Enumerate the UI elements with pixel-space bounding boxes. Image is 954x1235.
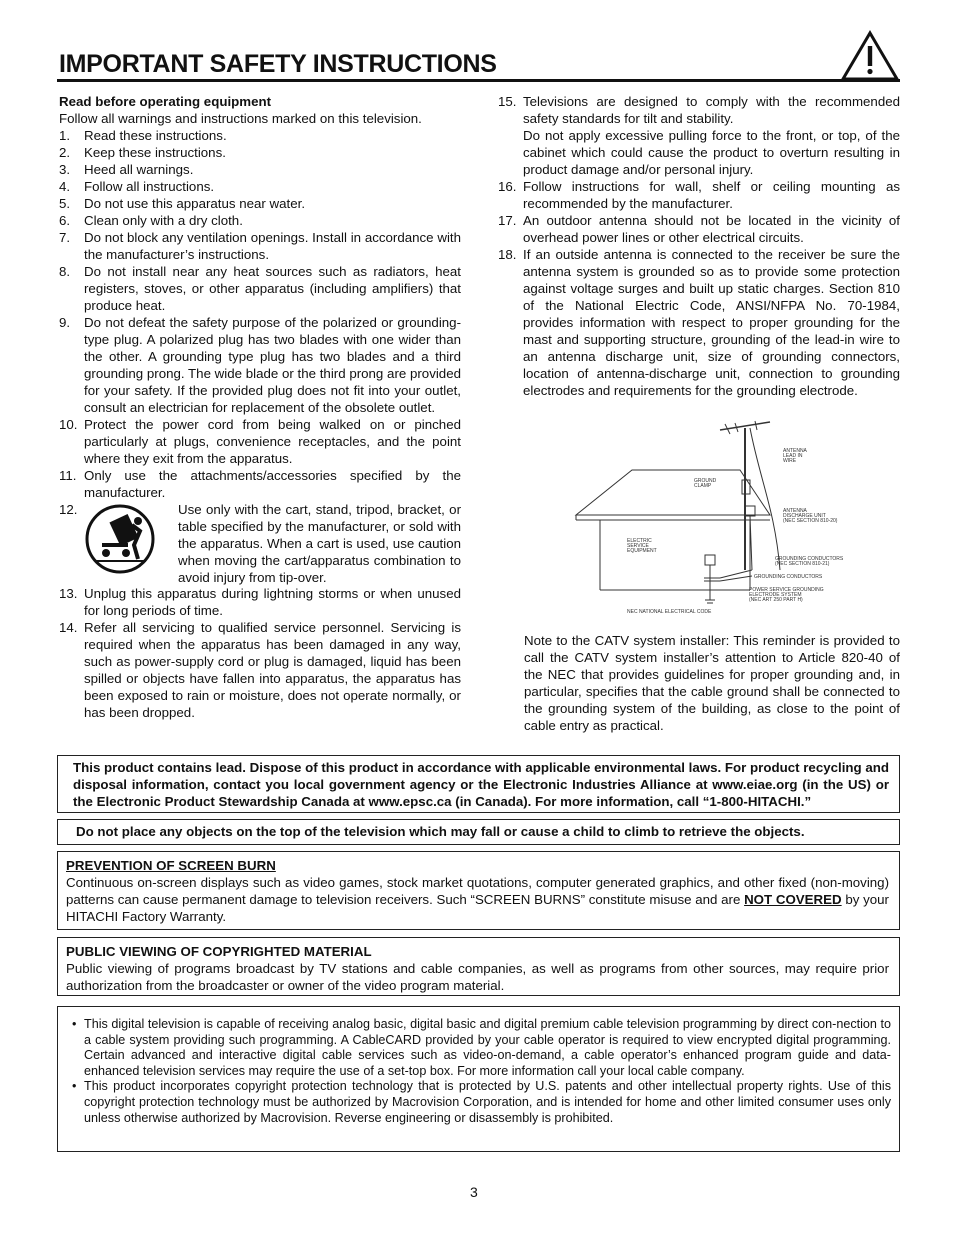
- list-text: [523, 212, 900, 246]
- diagram-label-discharge: DISCHARGE UNIT: [783, 513, 826, 519]
- list-number: 10.: [59, 417, 78, 432]
- list-item-12: [59, 501, 461, 585]
- screen-burn-body: Continuous on-screen displays such as video games, stock market quotations, computer generated graphics, and other fixed (non-moving) patterns can cause permanent damage to television receivers. Such “SCREEN BURNS” constitute misuse and are: [66, 875, 889, 907]
- list-item: [498, 178, 900, 212]
- page-number: 3: [470, 1184, 478, 1200]
- list-number: 15.: [498, 94, 517, 109]
- diagram-label-grounding-nec: GROUNDING CONDUCTORS: [775, 556, 844, 562]
- bullet-item: [72, 1079, 891, 1126]
- list-item: [59, 178, 461, 195]
- diagram-label-electric-service: EQUIPMENT: [627, 548, 657, 554]
- list-item: [59, 467, 461, 501]
- svg-text:(NEC SECTION 810-21): [775, 561, 830, 567]
- list-text-line: Unplug this apparatus during lightning storms or when unused for long periods of time.: [84, 586, 461, 618]
- list-text-line: Refer all servicing to qualified service personnel. Servicing is required when the apparatus has been damaged in any way, such as power-supply cord or plug is damaged, liquid has been spilled or objects have fallen into apparatus, the apparatus has been exposed to rain or moisture, does not operate normally, or has been dropped.: [84, 620, 461, 720]
- list-text-line: Televisions are designed to comply with the recommended safety standards for tilt and stability.: [523, 94, 900, 126]
- bullet-icon: •: [72, 1079, 77, 1094]
- screen-burn-heading: PREVENTION OF SCREEN BURN: [66, 858, 276, 873]
- copyright-text: Public viewing of programs broadcast by TV stations and cable companies, as well as programs from other sources, may require prior authorization from the broadcaster or owner of the video program material.: [66, 961, 889, 993]
- diagram-label-grounding-nec: (NEC SECTION 810-21): [775, 561, 830, 567]
- list-text: [84, 467, 461, 501]
- diagram-label-electric-service: SERVICE: [627, 543, 649, 549]
- list-text-line: Follow instructions for wall, shelf or ceiling mounting as recommended by the manufacturer.: [523, 179, 900, 211]
- list-text: [523, 246, 900, 399]
- list-text: [84, 212, 461, 229]
- list-text-line: Clean only with a dry cloth.: [84, 213, 243, 228]
- list-text: [84, 229, 461, 263]
- list-text: [84, 161, 461, 178]
- list-item: [59, 212, 461, 229]
- list-text: [523, 178, 900, 212]
- list-number: 1.: [59, 128, 71, 143]
- list-text-line: Protect the power cord from being walked on or pinched particularly at plugs, convenience receptacles, and the point where they exit from the apparatus.: [84, 417, 461, 466]
- diagram-label-discharge: (NEC SECTION 810-20): [783, 518, 838, 524]
- lead-notice-box: This product contains lead. Dispose of this product in accordance with applicable environmental laws. For product recycling and disposal information, contact you local government agency or the Electronic Industries Alliance at www.eiae.org (in the US) or the Electronic Product Stewardship Canada at www.epsc.ca (in Canada). For more information, call “1-800-HITACHI.”: [57, 755, 900, 813]
- copyright-heading: PUBLIC VIEWING OF COPYRIGHTED MATERIAL: [66, 944, 372, 959]
- list-item: [59, 144, 461, 161]
- list-item: [59, 585, 461, 619]
- list-text: [84, 144, 461, 161]
- list-text: Use only with the cart, stand, tripod, bracket, or table specified by the manufacturer, or sold with the apparatus. When a cart is used, use caution when moving the cart/apparatus combination to avoid injury from tip-over.: [178, 502, 461, 585]
- list-number: 17.: [498, 213, 517, 228]
- list-text-line: Do not block any ventilation openings. Install in accordance with the manufacturer’s instructions.: [84, 230, 461, 262]
- bullet-text: This digital television is capable of receiving analog basic, digital basic and digital premium cable television programming by direct con-nection to a cable system providing such programming. A CableCARD provided by your cable operator is required to view encrypted digital programming. Certain advanced and interactive digital cable services such as video-on-demand, a cable operator’s enhanced program guide and data-enhanced television services may require the use of a set-top box. For more information call your local cable company.: [84, 1017, 891, 1078]
- list-text: [84, 195, 461, 212]
- list-text-line: An outdoor antenna should not be located in the vicinity of overhead power lines or other electrical circuits.: [523, 213, 900, 245]
- list-number: 2.: [59, 145, 71, 160]
- left-column: [59, 93, 461, 721]
- warning-triangle-icon: [840, 30, 900, 82]
- diagram-label-power-service: POWER SERVICE GROUNDING: [749, 587, 824, 593]
- diagram-label-power-service: (NEC ART 250 PART H): [749, 597, 803, 603]
- diagram-label-electric-service: ELECTRIC: [627, 538, 652, 544]
- list-text-line: Keep these instructions.: [84, 145, 226, 160]
- list-text: [84, 619, 461, 721]
- diagram-label-power-service: ELECTRODE SYSTEM: [749, 592, 802, 598]
- list-text: [84, 178, 461, 195]
- list-number: 16.: [498, 179, 517, 194]
- list-item: [498, 246, 900, 399]
- objects-notice-box: Do not place any objects on the top of the television which may fall or cause a child to climb to retrieve the objects.: [57, 819, 900, 845]
- list-text-line: Heed all warnings.: [84, 162, 194, 177]
- svg-text:CLAMP: [694, 483, 712, 489]
- list-item: [59, 195, 461, 212]
- list-number: 4.: [59, 179, 71, 194]
- list-number: 18.: [498, 247, 517, 262]
- list-text-line: Do not defeat the safety purpose of the polarized or grounding-type plug. A polarized plug has two blades with one wider than the other. A grounding type plug has two blades and a third grounding prong. The wide blade or the third prong are provided for your safety. If the provided plug does not fit into your outlet, consult an electrician for replacement of the obsolete outlet.: [84, 315, 461, 415]
- diagram-label-antenna: WIRE: [783, 458, 797, 464]
- list-text: [84, 416, 461, 467]
- list-item: [59, 127, 461, 144]
- bullet-text: This product incorporates copyright protection technology that is protected by U.S. patents and other intellectual property rights. Use of this copyright protection technology must be authorized by Macrovision Corporation, and is intended for home and other limited consumer uses only unless otherwise authorized by Macrovision. Reverse engineering or disassembly is prohibited.: [84, 1079, 891, 1125]
- screen-burn-box: [57, 851, 900, 930]
- diagram-label-ground-clamp: CLAMP: [694, 483, 712, 489]
- cart-tipover-warning-icon: [84, 503, 156, 575]
- not-covered-emphasis: NOT COVERED: [744, 892, 842, 907]
- list-text: [523, 93, 900, 178]
- diagram-label-discharge: ANTENNA: [783, 508, 807, 514]
- bullet-item: [72, 1017, 891, 1079]
- copyright-box: [57, 937, 900, 996]
- digital-tv-notes-box: [57, 1006, 900, 1152]
- list-item: [59, 229, 461, 263]
- diagram-label-antenna: LEAD IN: [783, 453, 803, 459]
- svg-text:WIRE: [783, 458, 797, 464]
- list-number: 6.: [59, 213, 71, 228]
- bullet-icon: •: [72, 1017, 77, 1031]
- antenna-grounding-diagram: [570, 420, 850, 620]
- list-number: 13.: [59, 586, 78, 601]
- list-text: [84, 314, 461, 416]
- svg-text:NEC NATIONAL ELECTRICAL CODE: [627, 609, 712, 615]
- list-text: [84, 127, 461, 144]
- list-item: [59, 619, 461, 721]
- right-column: [498, 93, 900, 399]
- page-title: IMPORTANT SAFETY INSTRUCTIONS: [59, 50, 497, 78]
- list-number: 3.: [59, 162, 71, 177]
- list-text-line: Follow all instructions.: [84, 179, 215, 194]
- list-text: [84, 263, 461, 314]
- list-number: 5.: [59, 196, 71, 211]
- list-text-continuation: Do not apply excessive pulling force to the front, or top, of the cabinet which could cause the product to overturn resulting in product damage and/or personal injury.: [523, 128, 900, 177]
- list-text-line: Do not install near any heat sources such as radiators, heat registers, stoves, or other apparatus (including amplifiers) that produce heat.: [84, 264, 461, 313]
- screen-burn-body-end: by your HITACHI Factory Warranty.: [66, 892, 889, 924]
- list-number: 9.: [59, 315, 71, 330]
- intro-text: Follow all warnings and instructions marked on this television.: [59, 111, 422, 126]
- svg-text:(NEC SECTION 810-20): [783, 518, 838, 524]
- list-item: [59, 314, 461, 416]
- list-text: [84, 585, 461, 619]
- diagram-label-antenna: ANTENNA: [783, 448, 807, 454]
- list-number: 8.: [59, 264, 71, 279]
- list-number: 14.: [59, 620, 78, 635]
- list-item: [59, 416, 461, 467]
- catv-installer-note: Note to the CATV system installer: This reminder is provided to call the CATV system installer’s attention to Article 820-40 of the NEC that provides guidelines for proper grounding and, in particular, specifies that the cable ground shall be connected to the grounding system of the building, as close to the point of cable entry as practical.: [524, 633, 900, 733]
- title-rule: [57, 79, 900, 82]
- screen-burn-text: [66, 874, 889, 925]
- svg-text:GROUNDING CONDUCTORS: [754, 574, 823, 580]
- svg-text:(NEC ART 250 PART H): [749, 597, 803, 603]
- list-item: [59, 161, 461, 178]
- list-item: [498, 212, 900, 246]
- list-text-line: Read these instructions.: [84, 128, 227, 143]
- list-number: 12.: [59, 502, 78, 517]
- list-item: [59, 263, 461, 314]
- list-text-line: Do not use this apparatus near water.: [84, 196, 306, 211]
- list-number: 11.: [59, 468, 77, 483]
- list-text-line: Only use the attachments/accessories specified by the manufacturer.: [84, 468, 461, 500]
- read-before-heading: Read before operating equipment: [59, 94, 272, 109]
- diagram-label-nec: NEC NATIONAL ELECTRICAL CODE: [627, 609, 712, 615]
- list-item: [498, 93, 900, 178]
- diagram-label-ground-clamp: GROUND: [694, 478, 717, 484]
- list-number: 7.: [59, 230, 71, 245]
- diagram-label-grounding-conductors: GROUNDING CONDUCTORS: [754, 574, 823, 580]
- list-text-line: If an outside antenna is connected to the receiver be sure the antenna system is grounded so as to provide some protection against voltage surges and built up static charges. Section 810 of the National Electric Code, ANSI/NFPA No. 70-1984, provides information with respect to proper grounding for the mast and supporting structure, grounding of the lead-in wire to an antenna discharge unit, size of grounding connectors, location of antenna-discharge unit, connection to grounding electrodes and requirements for the grounding electrode.: [523, 247, 900, 398]
- svg-text:EQUIPMENT: [627, 548, 657, 554]
